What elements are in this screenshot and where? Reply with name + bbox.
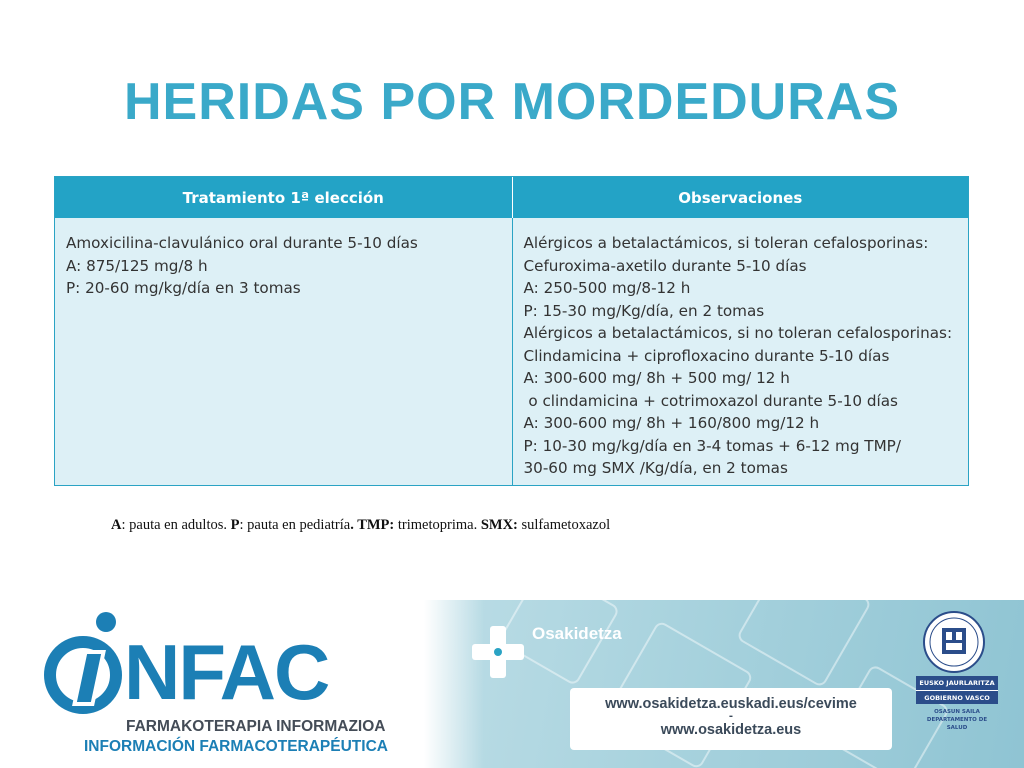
treatment-line: Amoxicilina-clavulánico oral durante 5-10 días	[66, 234, 418, 252]
infac-subtitle-es: INFORMACIÓN FARMACOTERAPÉUTICA	[84, 738, 388, 755]
gov-name-es: GOBIERNO VASCO	[916, 690, 998, 704]
infac-logo	[44, 612, 388, 762]
footnote-p-dot: .	[350, 517, 358, 533]
treatment-table	[54, 176, 969, 486]
observation-line: A: 250-500 mg/8-12 h	[523, 279, 691, 297]
footnote	[111, 517, 610, 534]
footnote-smx-key: SMX:	[480, 517, 518, 533]
url-separator: -	[728, 711, 734, 722]
observation-line: o clindamicina + cotrimoxazol durante 5-10 días	[523, 391, 898, 410]
observation-line: Alérgicos a betalactámicos, si no toleran cefalosporinas:	[523, 324, 953, 342]
osakidetza-brand: Osakidetza	[532, 624, 622, 643]
cell-treatment	[55, 218, 512, 485]
osakidetza-banner	[424, 600, 1024, 768]
footnote-tmp-text: trimetoprima.	[394, 517, 481, 533]
hexagon-decoration	[736, 600, 873, 688]
footnote-smx-text: sulfametoxazol	[517, 517, 611, 533]
gov-department-es: DEPARTAMENTO DE SALUD	[926, 717, 988, 731]
header-treatment: Tratamiento 1ª elección	[182, 188, 384, 207]
gov-department	[916, 708, 998, 732]
page-title: HERIDAS POR MORDEDURAS	[123, 73, 901, 131]
footnote-a-text: : pauta en adultos.	[121, 517, 231, 533]
gov-department-eu: OSASUN SAILA	[934, 709, 980, 715]
observation-line: Alérgicos a betalactámicos, si toleran cefalosporinas:	[523, 234, 929, 252]
infac-subtitle-eu: FARMAKOTERAPIA INFORMAZIOA	[126, 718, 386, 735]
url-box	[570, 688, 892, 750]
gov-name-eu: EUSKO JAURLARITZA	[916, 676, 998, 690]
cevime-url[interactable]: www.osakidetza.euskadi.eus/cevime	[605, 696, 857, 712]
footnote-tmp-key: TMP:	[357, 517, 395, 533]
osakidetza-cross-icon	[472, 626, 524, 678]
table-row	[55, 218, 968, 485]
cell-observations	[512, 218, 969, 485]
treatment-line: A: 875/125 mg/8 h	[66, 256, 208, 275]
treatment-line: P: 20-60 mg/kg/día en 3 tomas	[66, 279, 301, 297]
observation-line: 30-60 mg SMX /Kg/día, en 2 tomas	[523, 459, 788, 477]
osakidetza-url[interactable]: www.osakidetza.eus	[660, 722, 802, 738]
observation-line: P: 15-30 mg/Kg/día, en 2 tomas	[523, 301, 765, 320]
header-observations: Observaciones	[512, 177, 969, 218]
observation-line: Cefuroxima-axetilo durante 5-10 días	[523, 256, 807, 275]
infac-i-dot-icon	[96, 612, 116, 632]
table-header	[55, 177, 968, 218]
observation-line: A: 300-600 mg/ 8h + 160/800 mg/12 h	[523, 414, 820, 432]
footnote-a-key: A	[111, 517, 122, 533]
observation-line: Clindamicina + ciprofloxacino durante 5-10 días	[523, 346, 890, 365]
footnote-p-key: P	[230, 517, 240, 533]
observation-line: A: 300-600 mg/ 8h + 500 mg/ 12 h	[523, 369, 790, 387]
gobierno-vasco-shield-icon	[922, 610, 986, 674]
observation-line: P: 10-30 mg/kg/día en 3-4 tomas + 6-12 mg TMP/	[523, 436, 901, 455]
infac-wordmark: NFAC	[124, 628, 329, 716]
footnote-p-text: : pauta en pediatría	[239, 517, 351, 533]
